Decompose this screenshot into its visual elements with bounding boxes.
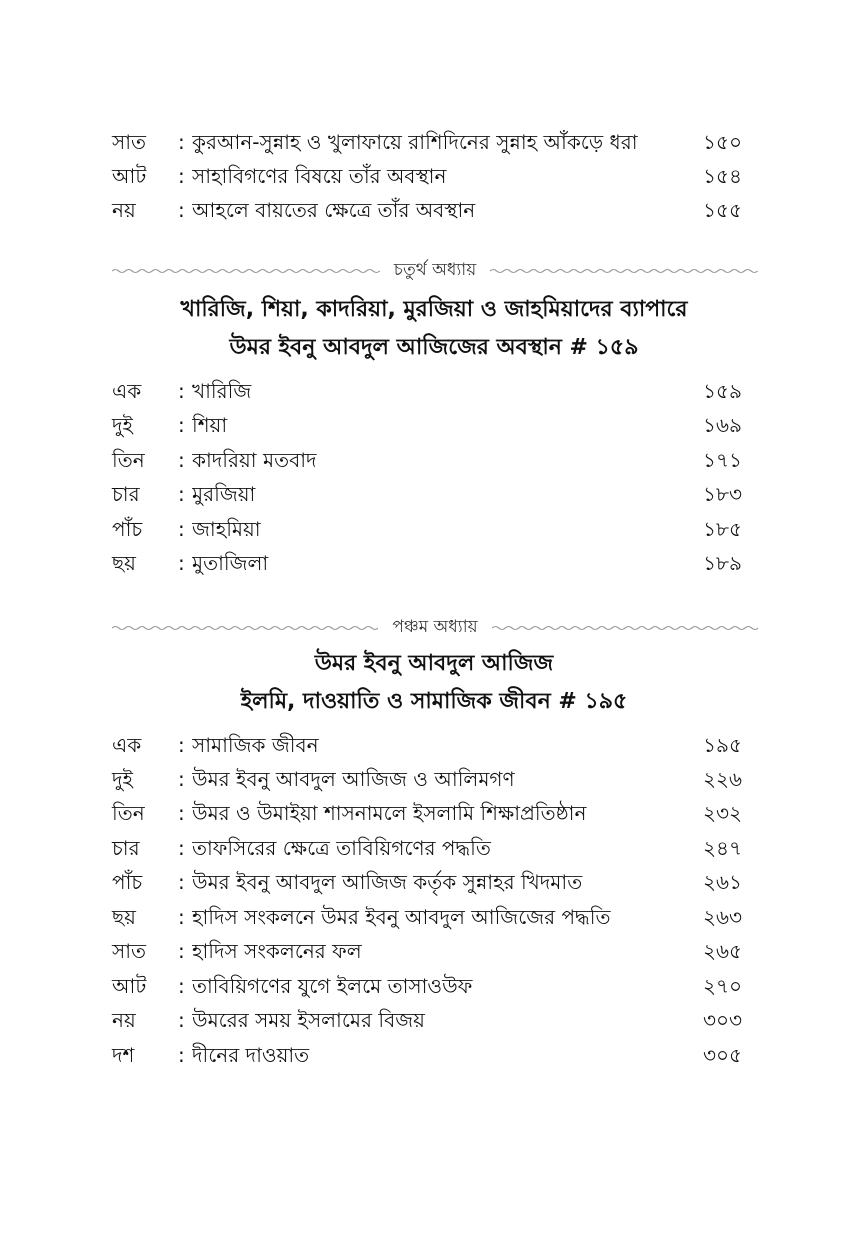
entry-page-number: ১৮৩ (703, 482, 742, 506)
entry-page-number: ২৩২ (702, 801, 742, 825)
entry-colon: : (178, 517, 185, 541)
entry-title: উমর ইবনু আবদুল আজিজ কর্তৃক সুন্নাহর খিদমাত (192, 870, 583, 894)
entry-number: পাঁচ (112, 870, 143, 894)
entry-number: তিন (112, 801, 145, 825)
chapter-title: উমর ইবনু আবদুল আজিজ (314, 651, 554, 676)
entry-page-number: ১৮৫ (703, 517, 742, 541)
toc-entry (112, 1038, 742, 1072)
chapter-title-line2: ইলমি, দাওয়াতি ও সামাজিক জীবন # ১৯৫ (240, 689, 628, 714)
entry-page-number: ১৫৪ (703, 164, 742, 188)
entry-colon: : (178, 551, 185, 575)
toc-entry (112, 969, 742, 1003)
toc-entry (112, 159, 742, 193)
entry-title: আহলে বায়তের ক্ষেত্রে তাঁর অবস্থান (192, 198, 476, 222)
toc-entry (112, 443, 742, 477)
entry-number: চার (112, 836, 140, 860)
entry-title: তাবিয়িগণের যুগে ইলমে তাসাওউফ (192, 974, 473, 998)
entry-title: জাহমিয়া (192, 517, 261, 541)
entry-colon: : (178, 448, 185, 472)
toc-entry (112, 193, 742, 227)
entry-number: ছয় (112, 905, 136, 929)
toc-entry (112, 934, 742, 968)
toc-entry (112, 546, 742, 580)
entry-page-number: ১৮৯ (703, 551, 742, 575)
entry-number: আট (112, 974, 147, 998)
entry-number: তিন (112, 448, 145, 472)
toc-entry (112, 1003, 742, 1037)
entry-colon: : (178, 733, 185, 757)
entry-colon: : (178, 413, 185, 437)
entry-page-number: ১৫৯ (703, 379, 742, 403)
entry-colon: : (178, 939, 185, 963)
wavy-line-right (492, 624, 758, 632)
entry-title: খারিজি (192, 379, 252, 403)
entry-page-number: ৩০৫ (703, 1043, 742, 1067)
entry-title: শিয়া (192, 413, 228, 437)
entry-colon: : (178, 870, 185, 894)
entry-number: দুই (112, 413, 133, 437)
toc-entry (112, 374, 742, 408)
entry-title: দীনের দাওয়াত (192, 1043, 310, 1067)
entry-number: পাঁচ (112, 517, 143, 541)
entry-colon: : (178, 164, 185, 188)
wavy-line-left (112, 267, 380, 275)
toc-entry (112, 900, 742, 934)
entry-colon: : (178, 974, 185, 998)
toc-entry (112, 408, 742, 442)
chapter-divider (112, 613, 758, 643)
toc-entry (112, 796, 742, 830)
entry-title: কাদরিয়া মতবাদ (192, 448, 317, 472)
chapter-label: চতুর্থ অধ্যায় (393, 260, 477, 280)
chapter-title: খারিজি, শিয়া, কাদরিয়া, মুরজিয়া ও জাহমিয়াদের ব্যাপারে (180, 297, 688, 322)
entry-colon: : (178, 836, 185, 860)
entry-colon: : (178, 198, 185, 222)
entry-title: সাহাবিগণের বিষয়ে তাঁর অবস্থান (192, 164, 447, 188)
entry-page-number: ২২৬ (702, 767, 742, 791)
entry-number: এক (112, 379, 142, 403)
entry-number: আট (112, 164, 147, 188)
entry-title: মুতাজিলা (192, 551, 269, 575)
entry-number: নয় (112, 1008, 136, 1032)
entry-colon: : (178, 1008, 185, 1032)
entry-page-number: ১৫৫ (703, 198, 742, 222)
entry-number: সাত (112, 130, 147, 154)
entry-title: উমর ও উমাইয়া শাসনামলে ইসলামি শিক্ষাপ্রতিষ্ঠান (192, 801, 587, 825)
entry-title: তাফসিরের ক্ষেত্রে তাবিয়িগণের পদ্ধতি (192, 836, 491, 860)
toc-entry (112, 477, 742, 511)
entry-page-number: ২৭০ (702, 974, 742, 998)
entry-page-number: ১৭১ (703, 448, 742, 472)
entry-colon: : (178, 767, 185, 791)
entry-number: দশ (112, 1043, 135, 1067)
entry-page-number: ১৯৫ (703, 733, 742, 757)
entry-colon: : (178, 905, 185, 929)
entry-page-number: ২৬১ (703, 870, 742, 894)
entry-page-number: ২৬৩ (702, 905, 742, 929)
entry-number: এক (112, 733, 142, 757)
wavy-line-left (112, 624, 378, 632)
entry-title: হাদিস সংকলনের ফল (192, 939, 362, 963)
toc-entry (112, 512, 742, 546)
entry-page-number: ১৫০ (703, 130, 742, 154)
entry-colon: : (178, 130, 185, 154)
entry-number: সাত (112, 939, 147, 963)
entry-colon: : (178, 801, 185, 825)
entry-page-number: ৩০৩ (702, 1008, 742, 1032)
toc-entry (112, 728, 742, 762)
entry-page-number: ২৪৭ (703, 836, 742, 860)
entry-colon: : (178, 1043, 185, 1067)
chapter-divider (112, 256, 758, 286)
toc-entry (112, 125, 742, 159)
entry-number: নয় (112, 198, 136, 222)
entry-colon: : (178, 482, 185, 506)
entry-page-number: ২৬৫ (703, 939, 742, 963)
toc-entry (112, 831, 742, 865)
entry-title: কুরআন-সুন্নাহ ও খুলাফায়ে রাশিদিনের সুন্নাহ আঁকড়ে ধরা (192, 130, 638, 154)
entry-number: চার (112, 482, 140, 506)
entry-title: উমর ইবনু আবদুল আজিজ ও আলিমগণ (192, 767, 515, 791)
toc-entry (112, 865, 742, 899)
entry-number: ছয় (112, 551, 136, 575)
entry-title: সামাজিক জীবন (192, 733, 319, 757)
entry-page-number: ১৬৯ (703, 413, 742, 437)
entry-number: দুই (112, 767, 133, 791)
toc-entry (112, 762, 742, 796)
wavy-line-right (490, 267, 758, 275)
chapter-title-line2: উমর ইবনু আবদুল আজিজের অবস্থান # ১৫৯ (229, 335, 639, 360)
entry-title: হাদিস সংকলনে উমর ইবনু আবদুল আজিজের পদ্ধতি (192, 905, 611, 929)
chapter-label: পঞ্চম অধ্যায় (392, 617, 478, 637)
entry-colon: : (178, 379, 185, 403)
entry-title: উমরের সময় ইসলামের বিজয় (192, 1008, 425, 1032)
entry-title: মুরজিয়া (192, 482, 256, 506)
